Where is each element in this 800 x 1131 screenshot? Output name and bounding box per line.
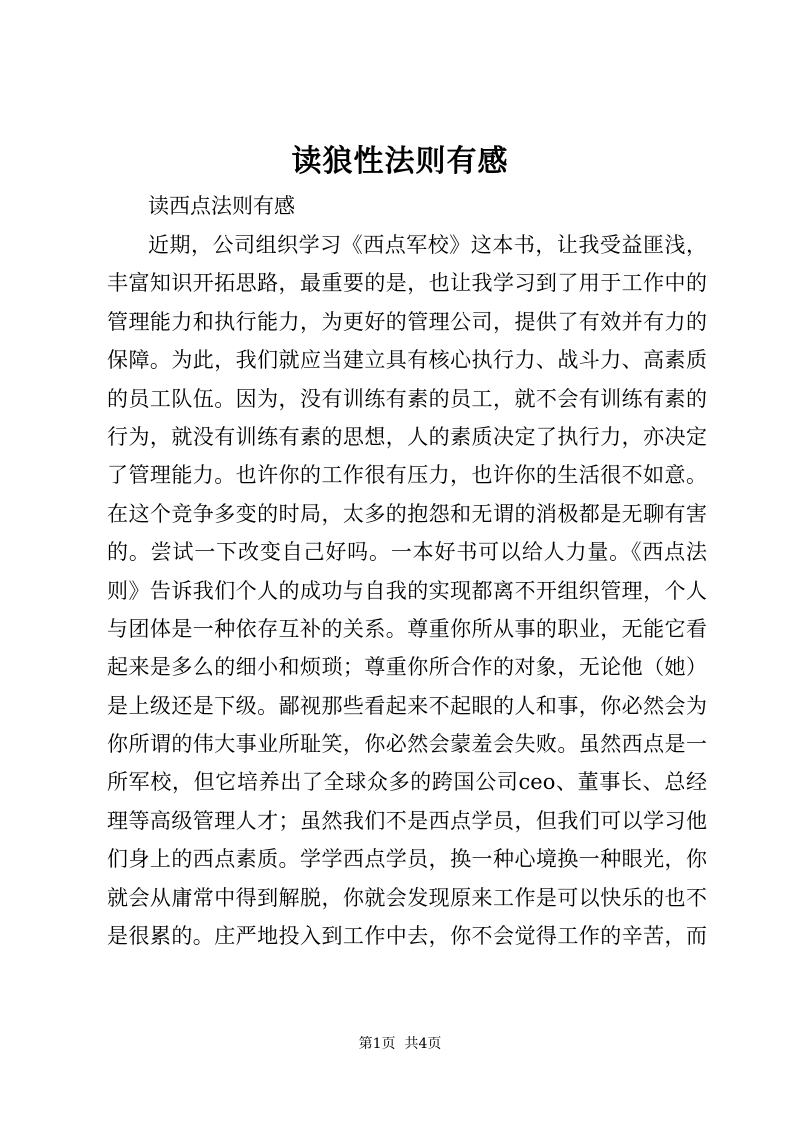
paragraph-line: 的。尝试一下改变自己好吗。一本好书可以给人力量。《西点法 [107,540,707,565]
paragraph-line: 行为，就没有训练有素的思想，人的素质决定了执行力，亦决定 [107,424,707,449]
paragraph-line: 所军校，但它培养出了全球众多的跨国公司ceo、董事长、总经 [107,770,707,795]
body-paragraph [107,226,707,955]
paragraph-line: 在这个竞争多变的时局，太多的抱怨和无谓的消极都是无聊有害 [107,501,707,526]
paragraph-line: 则》告诉我们个人的成功与自我的实现都离不开组织管理，个人 [107,578,707,603]
paragraph-line: 理等高级管理人才；虽然我们不是西点学员，但我们可以学习他 [107,808,707,833]
paragraph-line: 与团体是一种依存互补的关系。尊重你所从事的职业，无能它看 [107,616,707,641]
paragraph-line: 了管理能力。也许你的工作很有压力，也许你的生活很不如意。 [107,463,707,488]
paragraph-line: 管理能力和执行能力，为更好的管理公司，提供了有效并有力的 [107,309,707,334]
paragraph-line: 是上级还是下级。鄙视那些看起来不起眼的人和事，你必然会为 [107,693,707,718]
paragraph-line: 的员工队伍。因为，没有训练有素的员工，就不会有训练有素的 [107,386,707,411]
paragraph-line: 丰富知识开拓思路，最重要的是，也让我学习到了用于工作中的 [107,271,707,296]
paragraph-line: 们身上的西点素质。学学西点学员，换一种心境换一种眼光，你 [107,847,707,872]
paragraph-line: 就会从庸常中得到解脱，你就会发现原来工作是可以快乐的也不 [107,885,707,910]
paragraph-line: 你所谓的伟大事业所耻笑，你必然会蒙羞会失败。虽然西点是一 [107,732,707,757]
page-footer: 第1页 共4页 [358,1036,442,1052]
paragraph-line: 近期，公司组织学习《西点军校》这本书，让我受益匪浅， [148,233,707,257]
paragraph-line: 起来是多么的细小和烦琐；尊重你所合作的对象，无论他（她） [107,655,707,680]
document-subtitle: 读西点法则有感 [148,194,295,218]
paragraph-line: 是很累的。庄严地投入到工作中去，你不会觉得工作的辛苦，而 [107,924,707,949]
document-title: 读狼性法则有感 [291,144,509,179]
paragraph-line: 保障。为此，我们就应当建立具有核心执行力、战斗力、高素质 [107,348,707,373]
